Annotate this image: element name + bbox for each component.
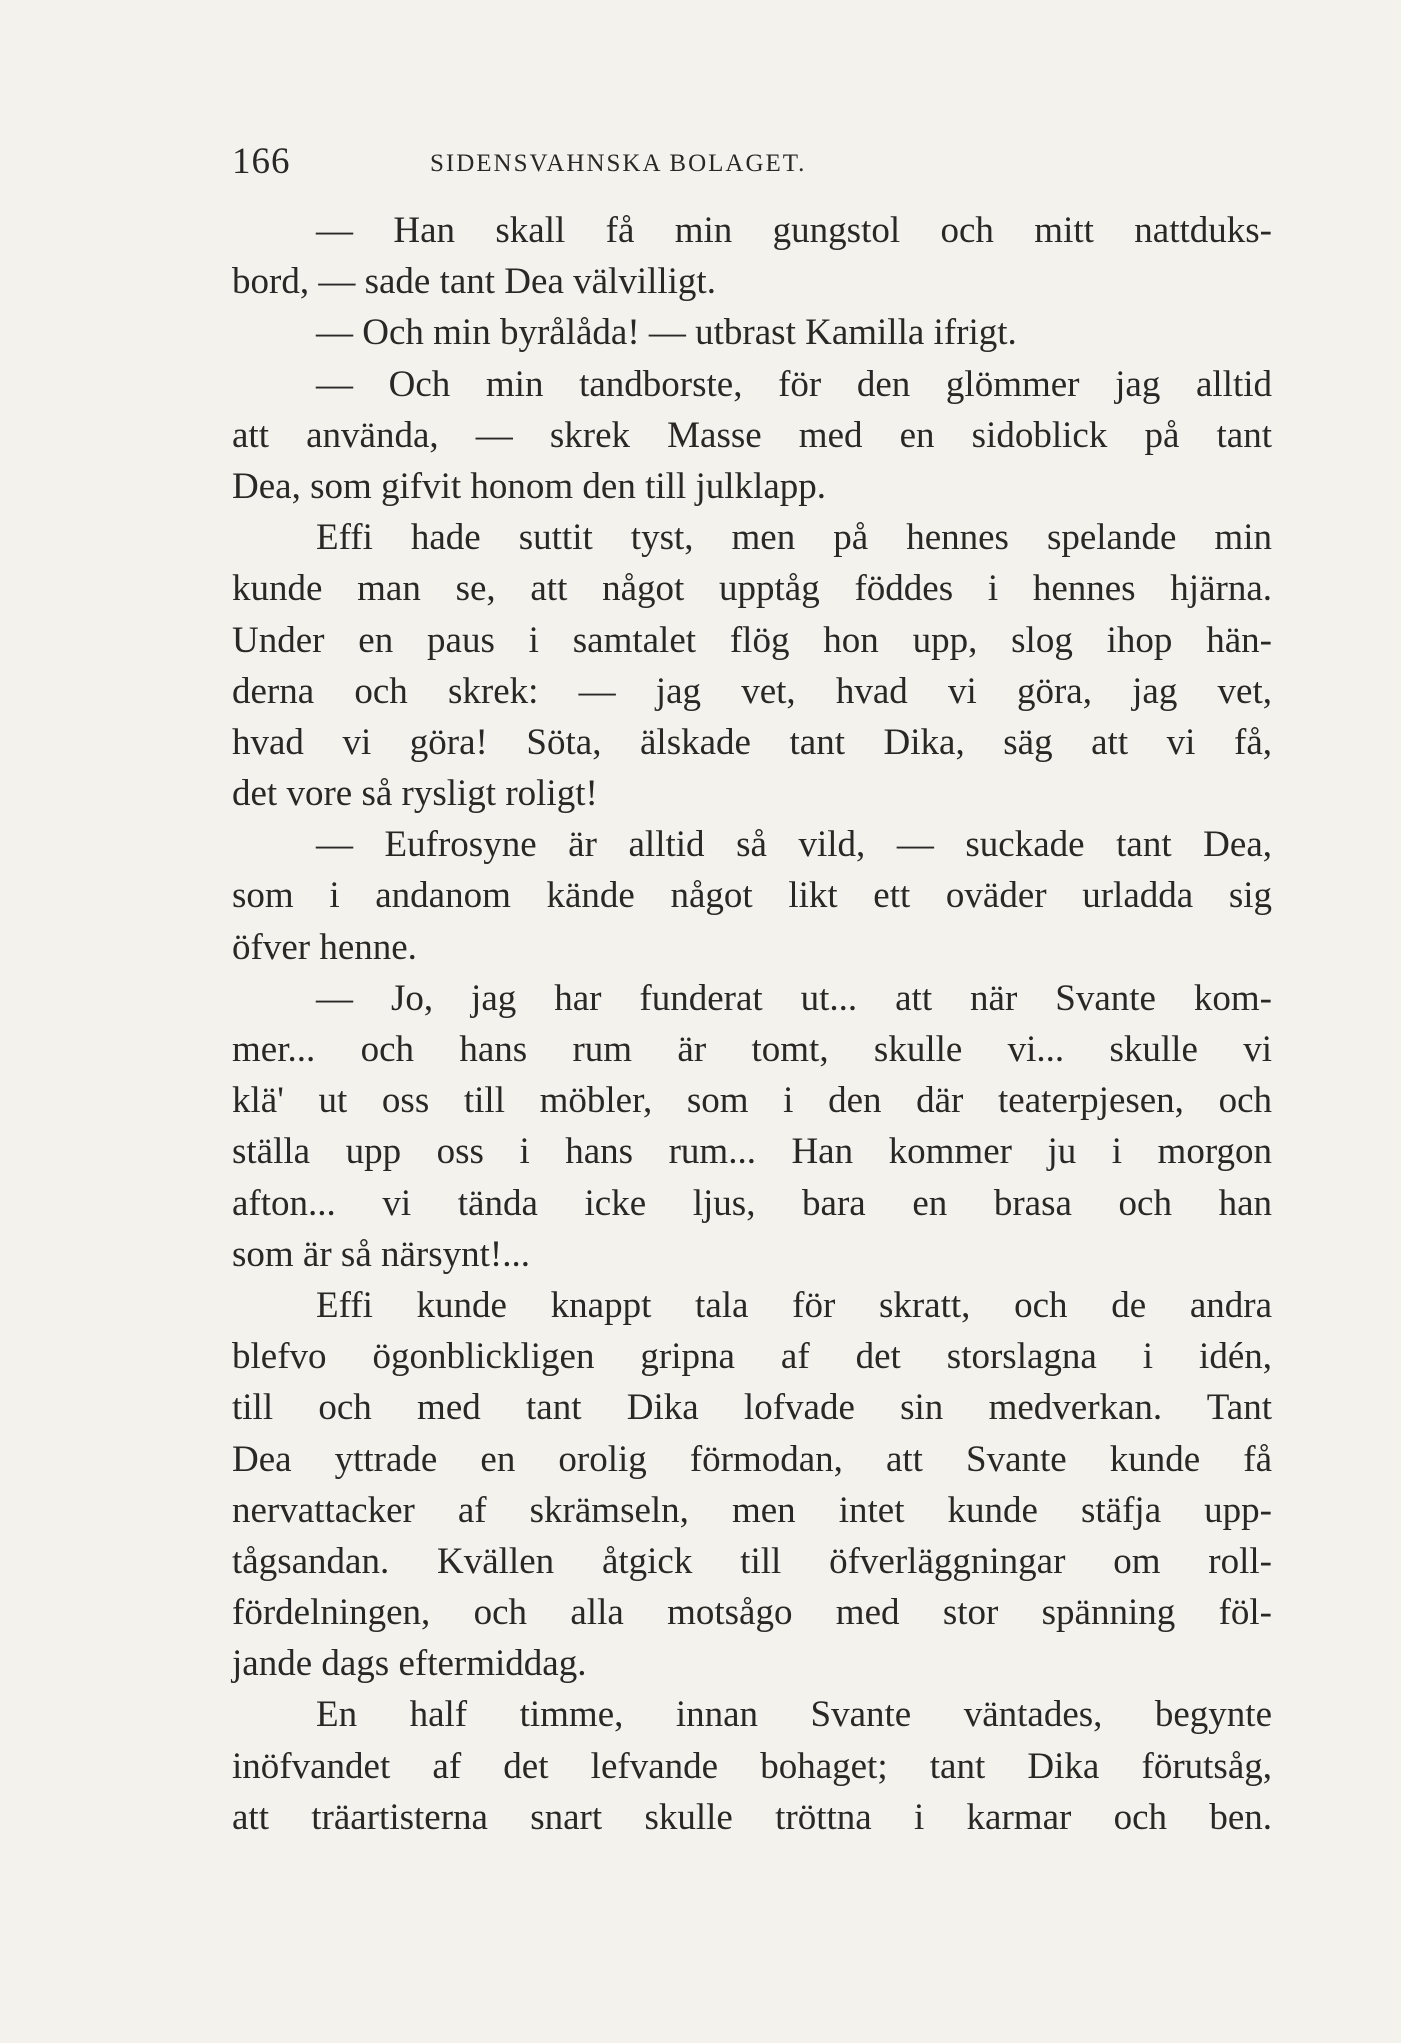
text-line: kunde man se, att något upptåg föddes i hennes hjärna.	[232, 568, 1272, 610]
text-line: — Han skall få min gungstol och mitt nattduks-	[316, 210, 1272, 251]
text-line: Dea yttrade en orolig förmodan, att Svante kunde få	[232, 1438, 1272, 1480]
text-line: inöfvandet af det lefvande bohaget; tant Dika förutsåg,	[232, 1745, 1272, 1787]
text-line: öfver henne.	[232, 926, 417, 968]
running-title: SIDENSVAHNSKA BOLAGET.	[430, 150, 807, 177]
text-line: det vore så rysligt roligt!	[232, 773, 598, 815]
text-line: — Och min tandborste, för den glömmer jag alltid	[316, 363, 1272, 405]
text-line: att träartisterna snart skulle tröttna i karmar och ben.	[232, 1796, 1272, 1838]
text-line: som är så närsynt!...	[232, 1233, 530, 1275]
text-line: fördelningen, och alla motsågo med stor spänning föl-	[232, 1592, 1272, 1634]
text-line: nervattacker af skrämseln, men intet kunde stäfja upp-	[232, 1489, 1272, 1531]
body-text	[232, 205, 1272, 1843]
page-header	[232, 140, 1272, 184]
text-line: ställa upp oss i hans rum... Han kommer ju i morgon	[232, 1131, 1272, 1173]
page-number: 166	[232, 141, 291, 182]
text-line: bord, — sade tant Dea välvilligt.	[232, 261, 716, 303]
text-line: jande dags eftermiddag.	[232, 1643, 587, 1685]
text-line: mer... och hans rum är tomt, skulle vi... skulle vi	[232, 1029, 1272, 1070]
text-line: klä' ut oss till möbler, som i den där teaterpjesen, och	[232, 1080, 1272, 1122]
text-line: En half timme, innan Svante väntades, begynte	[316, 1694, 1272, 1736]
text-line: Effi kunde knappt tala för skratt, och de andra	[316, 1284, 1272, 1326]
text-line: — Och min byrålåda! — utbrast Kamilla ifrigt.	[316, 312, 1017, 354]
text-line: till och med tant Dika lofvade sin medverkan. Tant	[232, 1387, 1272, 1429]
text-line: derna och skrek: — jag vet, hvad vi göra, jag vet,	[232, 670, 1272, 712]
text-line: — Jo, jag har funderat ut... att när Svante kom-	[316, 977, 1272, 1019]
text-line: som i andanom kände något likt ett oväder urladda sig	[232, 875, 1272, 917]
text-line: Under en paus i samtalet flög hon upp, slog ihop hän-	[232, 619, 1272, 661]
text-line: blefvo ögonblickligen gripna af det storslagna i idén,	[232, 1336, 1272, 1378]
text-line: Dea, som gifvit honom den till julklapp.	[232, 465, 826, 507]
text-line: tågsandan. Kvällen åtgick till öfverläggningar om roll-	[232, 1540, 1272, 1582]
text-line: afton... vi tända icke ljus, bara en brasa och han	[232, 1182, 1272, 1224]
text-line: — Eufrosyne är alltid så vild, — suckade tant Dea,	[316, 824, 1272, 866]
text-line: Effi hade suttit tyst, men på hennes spelande min	[316, 517, 1272, 559]
text-line: att använda, — skrek Masse med en sidoblick på tant	[232, 414, 1272, 456]
text-line: hvad vi göra! Söta, älskade tant Dika, säg att vi få,	[232, 721, 1272, 763]
